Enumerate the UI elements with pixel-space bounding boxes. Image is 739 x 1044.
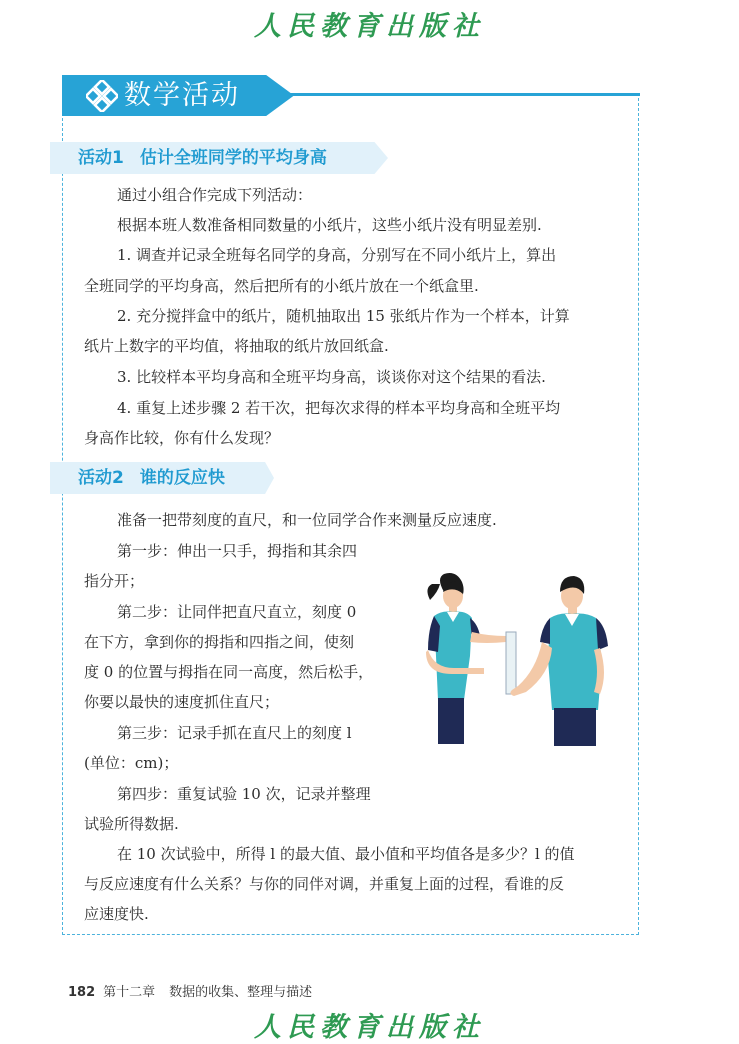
section-title: 数学活动 bbox=[124, 80, 240, 111]
paragraph-line: 指分开； bbox=[84, 572, 145, 590]
paragraph-line: 试验所得数据. bbox=[84, 815, 179, 833]
activity2-heading bbox=[78, 462, 225, 494]
paragraph-line: 应速度快. bbox=[84, 905, 149, 923]
paragraph-line: 在下方，拿到你的拇指和四指之间，使刻 bbox=[84, 633, 355, 651]
paragraph-line: 根据本班人数准备相同数量的小纸片，这些小纸片没有明显差别. bbox=[117, 216, 542, 234]
activity1-title: 估计全班同学的平均身高 bbox=[139, 148, 327, 168]
activity2-number: 活动2 bbox=[78, 468, 124, 488]
two-students-ruler-illustration bbox=[414, 570, 636, 750]
paragraph-line: 第四步：重复试验 10 次，记录并整理 bbox=[117, 785, 371, 803]
paragraph-line: 2. 充分搅拌盒中的纸片，随机抽取出 15 张纸片作为一个样本，计算 bbox=[117, 307, 570, 325]
boy-figure bbox=[510, 576, 608, 746]
publisher-logo-bottom: 人民教育出版社 bbox=[254, 1012, 485, 1043]
paragraph-line: 纸片上数字的平均值，将抽取的纸片放回纸盒. bbox=[84, 337, 389, 355]
diamond-cluster-icon bbox=[86, 80, 118, 112]
paragraph-line: (单位：cm)； bbox=[84, 754, 179, 772]
paragraph-line: 第二步：让同伴把直尺直立，刻度 0 bbox=[117, 603, 357, 621]
paragraph-line: 1. 调查并记录全班每名同学的身高，分别写在不同小纸片上，算出 bbox=[117, 246, 557, 264]
paragraph-line: 度 0 的位置与拇指在同一高度，然后松手， bbox=[84, 663, 374, 681]
paragraph-line: 4. 重复上述步骤 2 若干次，把每次求得的样本平均身高和全班平均 bbox=[117, 399, 561, 417]
activity1-heading bbox=[78, 142, 327, 174]
paragraph-line: 准备一把带刻度的直尺，和一位同学合作来测量反应速度. bbox=[117, 511, 497, 529]
girl-figure bbox=[426, 573, 506, 744]
page-footer bbox=[68, 981, 312, 1000]
activity1-number: 活动1 bbox=[78, 148, 124, 168]
paragraph-line: 全班同学的平均身高，然后把所有的小纸片放在一个纸盒里. bbox=[84, 277, 479, 295]
paragraph-line: 通过小组合作完成下列活动： bbox=[117, 186, 313, 204]
paragraph-line: 你要以最快的速度抓住直尺； bbox=[84, 693, 280, 711]
chapter-number: 第十二章 bbox=[103, 985, 156, 1000]
activity2-title: 谁的反应快 bbox=[139, 468, 225, 488]
page-number: 182 bbox=[68, 985, 96, 1000]
paragraph-line: 与反应速度有什么关系？与你的同伴对调，并重复上面的过程，看谁的反 bbox=[84, 875, 565, 893]
paragraph-line: 在 10 次试验中，所得 l 的最大值、最小值和平均值各是多少？l 的值 bbox=[117, 845, 575, 863]
publisher-logo-top: 人民教育出版社 bbox=[254, 11, 485, 42]
paragraph-line: 第三步：记录手抓在直尺上的刻度 l bbox=[117, 724, 352, 742]
paragraph-line: 3. 比较样本平均身高和全班平均身高，谈谈你对这个结果的看法. bbox=[117, 368, 546, 386]
paragraph-line: 身高作比较，你有什么发现？ bbox=[84, 429, 280, 447]
chapter-title: 数据的收集、整理与描述 bbox=[169, 985, 313, 1000]
paragraph-line: 第一步：伸出一只手，拇指和其余四 bbox=[117, 542, 358, 560]
